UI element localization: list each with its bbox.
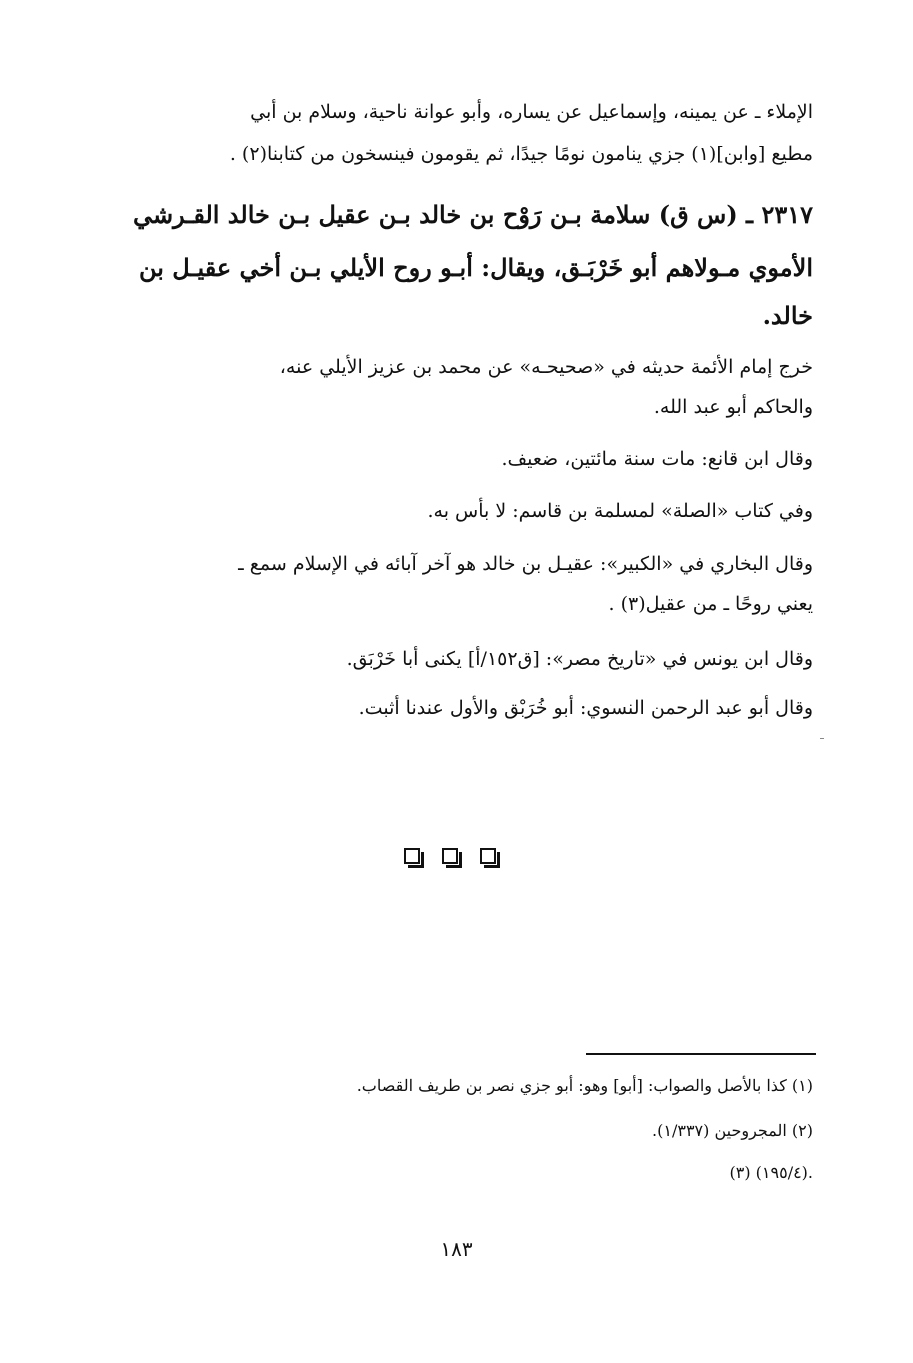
paragraph-line: والحاكم أبو عبد الله. (653, 396, 813, 418)
paragraph-line: الإملاء ـ عن يمينه، وإسماعيل عن يساره، وأبو عوانة ناحية، وسلام بن أبي (250, 101, 813, 123)
footnote: (٢) المجروحين (١/٣٣٧). (652, 1121, 813, 1140)
entry-heading-line: خالد. (762, 301, 813, 330)
square-ornament-icon (404, 848, 420, 864)
margin-mark (820, 738, 824, 739)
entry-heading-line: الأموي مـولاهم أبو خَرْبَـق، ويقال: أبـو روح الأيلي بـن أخي عقيـل بن (138, 253, 813, 282)
square-ornament-icon (480, 848, 496, 864)
paragraph: وفي كتاب «الصلة» لمسلمة بن قاسم: لا بأس به. (427, 500, 813, 522)
paragraph-line: مطيع [وابن](١) جزي ينامون نومًا جيدًا، ثم يقومون فينسخون من كتابنا(٢) . (229, 143, 813, 165)
square-ornament-icon (442, 848, 458, 864)
paragraph-line: خرج إمام الأئمة حديثه في «صحيحـه» عن محمد بن عزيز الأيلي عنه، (279, 356, 813, 378)
paragraph-line: وقال البخاري في «الكبير»: عقيـل بن خالد هو آخر آبائه في الإسلام سمع ـ (238, 553, 813, 575)
paragraph: وقال ابن قانع: مات سنة مائتين، ضعيف. (501, 448, 813, 470)
footnote: (٣) (١٩٥/٤). (729, 1163, 813, 1182)
paragraph-line: يعني روحًا ـ من عقيل(٣) . (608, 593, 813, 615)
footnote: (١) كذا بالأصل والصواب: [أبو] وهو: أبو جزي نصر بن طريف القصاب. (356, 1076, 813, 1095)
page-number: ١٨٣ (440, 1237, 473, 1261)
paragraph: وقال ابن يونس في «تاريخ مصر»: [ق١٥٢/أ] يكنى أبا خَرْبَق. (346, 648, 813, 670)
entry-heading-line: ٢٣١٧ ـ (س ق) سلامة بـن رَوْح بن خالد بـن عقيل بـن خالد القـرشي (132, 200, 813, 229)
footnote-separator (586, 1053, 816, 1055)
paragraph: وقال أبو عبد الرحمن النسوي: أبو خُرَبْق والأول عندنا أثبت. (358, 697, 813, 719)
section-end-ornament (404, 848, 496, 864)
